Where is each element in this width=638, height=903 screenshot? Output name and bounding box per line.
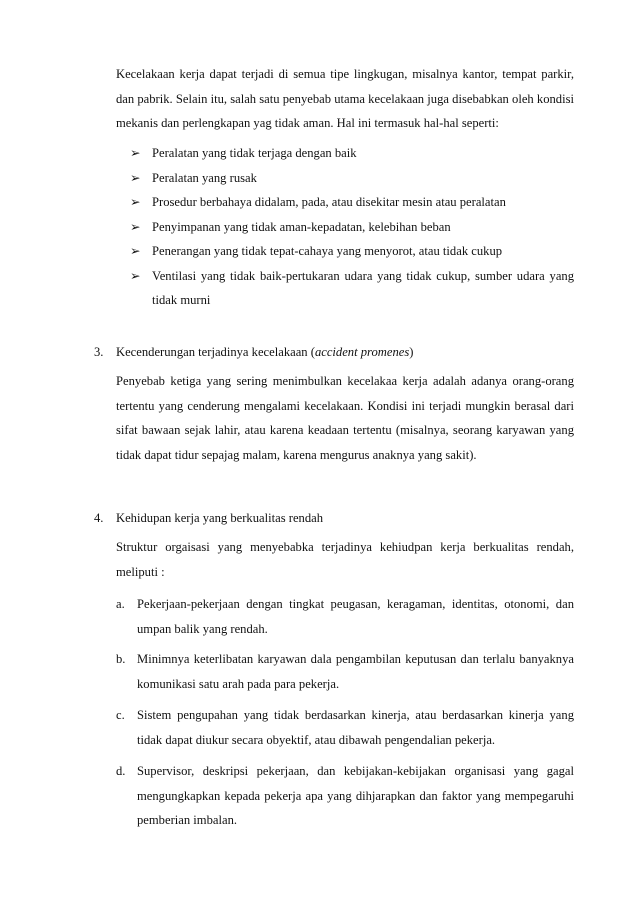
list-item: ➢ Peralatan yang rusak [128,166,574,191]
section-3-number: 3. [94,345,104,359]
list-item: d. Supervisor, deskripsi pekerjaan, dan kebijakan-kebijakan organisasi yang gagal mengungkapkan kepada pekerja apa yang dihjarapkan dan faktor yang mempegaruhi pemberian imbalan. [116,764,574,827]
list-item: ➢ Penerangan yang tidak tepat-cahaya yang menyorot, atau tidak cukup [128,239,574,264]
list-item: b. Minimnya keterlibatan karyawan dala pengambilan keputusan dan terlalu banyaknya komunikasi satu arah pada para pekerja. [116,652,574,691]
list-item: ➢ Penyimpanan yang tidak aman-kepadatan, kelebihan beban [128,215,574,240]
list-item: ➢ Prosedur berbahaya didalam, pada, atau disekitar mesin atau peralatan [128,190,574,215]
section-3-heading: Kecenderungan terjadinya kecelakaan (accident promenes) [116,345,414,359]
arrow-bullet-icon: ➢ [130,268,141,283]
arrow-bullet-icon: ➢ [130,195,141,209]
list-item: c. Sistem pengupahan yang tidak berdasarkan kinerja, atau berdasarkan kinerja yang tidak dapat diukur secara obyektif, atau dibawah pengendalian pekerja. [116,708,574,747]
section-4-paragraph: Struktur orgaisasi yang menyebabka terjadinya kehiudpan kerja berkualitas rendah, meliputi : [116,540,574,579]
arrow-bullet-icon: ➢ [130,244,141,258]
hazard-bullet-list [128,141,574,313]
arrow-bullet-icon: ➢ [130,170,141,185]
section-4-heading: Kehidupan kerja yang berkualitas rendah [116,511,324,525]
arrow-bullet-icon: ➢ [130,219,141,234]
section-4-number: 4. [94,511,104,525]
list-item: ➢ Ventilasi yang tidak baik-pertukaran udara yang tidak cukup, sumber udara yang tidak murni [128,264,574,313]
intro-paragraph: Kecelakaan kerja dapat terjadi di semua tipe lingkugan, misalnya kantor, tempat parkir, dan pabrik. Selain itu, salah satu penyebab utama kecelakaan juga disebabkan oleh kondisi mekanis dan perlengkapan yag tidak aman. Hal ini termasuk hal-hal seperti: [116,67,574,130]
arrow-bullet-icon: ➢ [130,146,141,160]
section-3-paragraph: Penyebab ketiga yang sering menimbulkan kecelakaa kerja adalah adanya orang-orang tertentu yang cenderung mengalami kecelakaan. Kondisi ini terjadi mungkin berasal dari sifat bawaan sejak lahir, atau karena keadaan tertentu (misalnya, seorang karyawan yang tidak dapat tidur sepajag malam, karena mengurus anaknya yang sakit). [116,374,574,462]
list-item: ➢ Peralatan yang tidak terjaga dengan baik [128,141,574,166]
list-item: a. Pekerjaan-pekerjaan dengan tingkat peugasan, keragaman, identitas, otonomi, dan umpan balik yang rendah. [116,597,574,636]
